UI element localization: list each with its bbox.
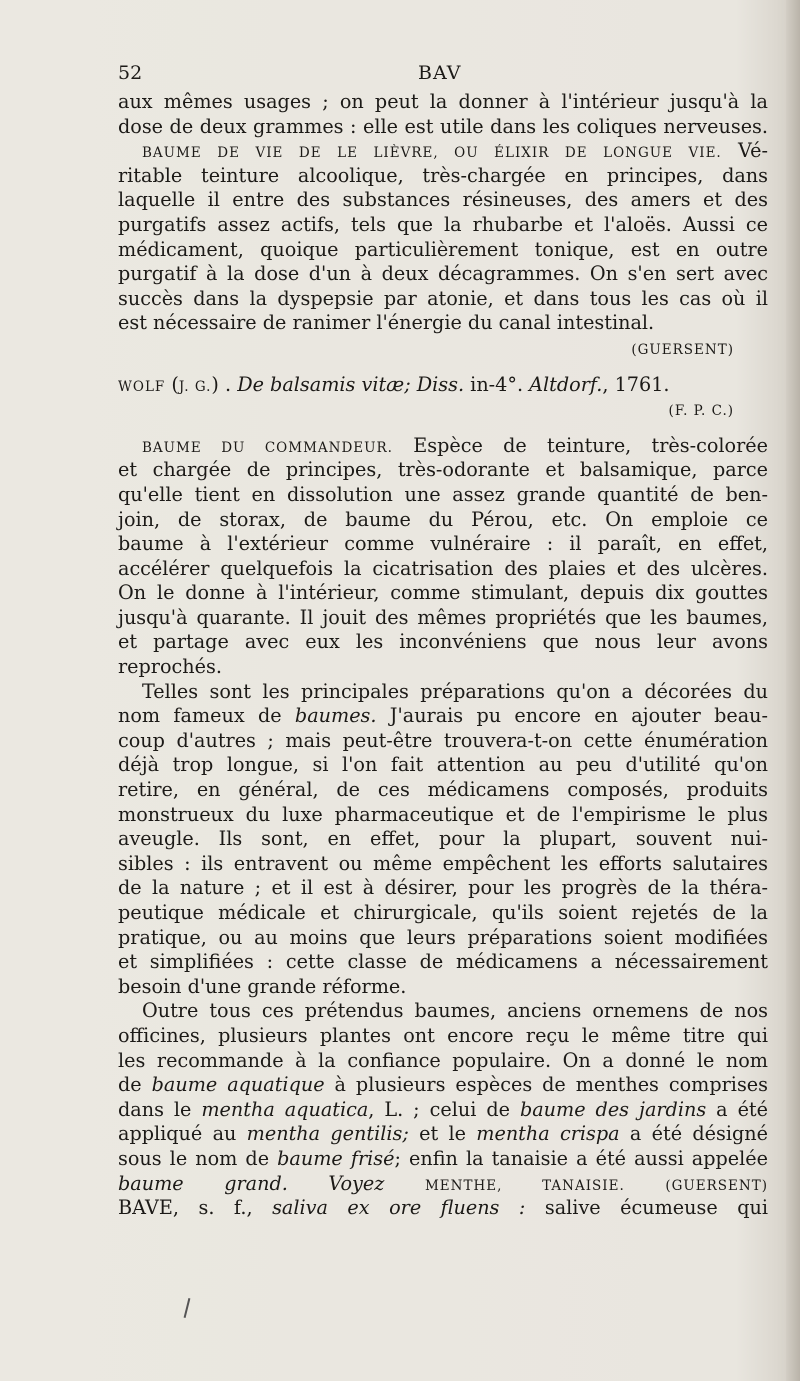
- text-segment: est nécessaire de ranimer l'énergie du canal intestinal.: [118, 311, 655, 335]
- line-gap: [118, 361, 768, 373]
- text-segment: jusqu'à quarante. Il jouit des mêmes propriétés que les baumes,: [118, 605, 768, 629]
- text-segment: mentha aquatica: [201, 1097, 369, 1121]
- text-line: [118, 729, 768, 754]
- text-line: [118, 1147, 768, 1172]
- text-line: [118, 680, 768, 705]
- text-segment: join, de storax, de baume du Pérou, etc. On emploie ce: [118, 507, 768, 531]
- text-line: [118, 778, 768, 803]
- text-segment: pratique, ou au moins que leurs préparations soient modifiées: [118, 925, 768, 949]
- text-line: [118, 1196, 768, 1221]
- text-segment: les recommande à la confiance populaire. On a donné le nom: [118, 1048, 768, 1072]
- text-segment: et simplifiées : cette classe de médicamens a nécessairement: [118, 950, 768, 974]
- text-line: [118, 704, 768, 729]
- text-segment: peutique médicale et chirurgicale, qu'ils soient rejetés de la: [118, 901, 768, 924]
- text-segment: a été: [706, 1097, 768, 1121]
- text-segment: qu'elle tient en dissolution une assez grande quantité de ben-: [118, 482, 768, 506]
- text-segment: officines, plusieurs plantes ont encore reçu le même titre qui: [118, 1023, 768, 1047]
- text-segment: WOLF: [118, 378, 166, 395]
- text-segment: ritable teinture alcoolique, très-chargée en principes, dans: [118, 163, 768, 187]
- text-segment: ) .: [211, 372, 238, 396]
- text-line: [118, 975, 768, 1000]
- text-segment: ; enfin la tanaisie a été aussi appelée: [394, 1146, 769, 1170]
- text-line: [118, 373, 768, 398]
- text-segment: Outre tous ces prétendus baumes, anciens ornemens de nos: [142, 999, 768, 1023]
- page-number: 52: [118, 62, 143, 84]
- text-segment: baumes.: [294, 704, 377, 728]
- text-line: [118, 803, 768, 828]
- text-segment: de: [118, 1073, 152, 1097]
- text-line: [118, 950, 768, 975]
- text-line: [118, 1122, 768, 1147]
- text-segment: Espèce de teinture, très-colorée: [392, 433, 768, 457]
- text-segment: aveugle. Ils sont, en effet, pour la plupart, souvent nui-: [118, 827, 768, 851]
- text-segment: et le: [408, 1122, 477, 1146]
- text-segment: dose de deux grammes : elle est utile dans les coliques nerveuses.: [118, 114, 768, 138]
- body-text: [118, 90, 768, 1221]
- text-segment: in-4°.: [464, 372, 530, 396]
- text-line: [118, 397, 768, 422]
- text-line: [118, 753, 768, 778]
- text-segment: J'aurais pu encore en ajouter beau-: [376, 704, 768, 728]
- text-segment: déjà trop longue, si l'on fait attention au peu d'utilité qu'on: [118, 753, 768, 777]
- text-line: [118, 1172, 768, 1197]
- text-line: [118, 287, 768, 312]
- text-segment: succès dans la dyspepsie par atonie, et dans tous les cas où il: [118, 286, 768, 310]
- text-segment: médicament, quoique particulièrement tonique, est en outre: [118, 237, 768, 261]
- text-segment: coup d'autres ; mais peut-être trouvera-t-on cette énumération: [118, 728, 768, 752]
- text-segment: besoin d'une grande réforme.: [118, 974, 407, 998]
- text-line: [118, 458, 768, 483]
- text-line: [118, 188, 768, 213]
- text-line: [118, 1073, 768, 1098]
- text-segment: baume à l'extérieur comme vulnéraire : il paraît, en effet,: [118, 532, 768, 556]
- text-segment: , L. ; celui de: [368, 1097, 520, 1121]
- text-segment: mentha gentilis;: [246, 1122, 409, 1146]
- text-line: [118, 827, 768, 852]
- page-header: [118, 62, 768, 88]
- text-segment: Altdorf.: [529, 372, 603, 396]
- text-segment: nom fameux de: [118, 704, 295, 728]
- text-segment: baume frisé: [277, 1146, 395, 1170]
- text-segment: J. G.: [178, 378, 212, 395]
- text-segment: Vé-: [721, 139, 768, 163]
- text-line: [118, 483, 768, 508]
- text-segment: (GUERSENT): [631, 341, 734, 358]
- text-line: [118, 1098, 768, 1123]
- text-line: [118, 508, 768, 533]
- text-segment: Telles sont les principales préparations qu'on a décorées du: [142, 679, 768, 703]
- text-line: [118, 532, 768, 557]
- running-head: BAV: [418, 62, 462, 84]
- text-line: [118, 926, 768, 951]
- text-segment: De balsamis vitæ; Diss.: [237, 372, 465, 396]
- text-segment: appliqué au: [118, 1122, 247, 1146]
- text-segment: dans le: [118, 1097, 202, 1121]
- text-segment: [625, 1172, 666, 1195]
- text-segment: salive écumeuse qui: [525, 1196, 768, 1220]
- text-line: [118, 606, 768, 631]
- text-segment: saliva ex ore fluens :: [272, 1196, 526, 1220]
- text-line: [118, 655, 768, 680]
- text-segment: [384, 1172, 425, 1195]
- text-segment: sibles : ils entravent ou même empêchent les efforts salutaires: [118, 851, 768, 875]
- text-line: [118, 557, 768, 582]
- text-segment: BAVE, s. f.,: [118, 1196, 273, 1220]
- text-line: [118, 213, 768, 238]
- text-line: [118, 311, 768, 336]
- text-line: [118, 139, 768, 164]
- text-segment: purgatifs assez actifs, tels que la rhubarbe et l'aloës. Aussi ce: [118, 212, 768, 236]
- text-line: [118, 1024, 768, 1049]
- text-segment: BAUME DE VIE DE LE LIÈVRE, OU ÉLIXIR DE LONGUE VIE.: [142, 145, 722, 162]
- text-segment: a été désigné: [619, 1122, 768, 1146]
- text-segment: purgatif à la dose d'un à deux décagrammes. On s'en sert avec: [118, 262, 768, 286]
- page-gutter-shadow: [786, 0, 800, 1381]
- text-segment: laquelle il entre des substances résineuses, des amers et des: [118, 188, 768, 212]
- text-line: [118, 336, 768, 361]
- text-segment: et chargée de principes, très-odorante et balsamique, parce: [118, 458, 768, 482]
- text-segment: (: [165, 372, 179, 396]
- text-segment: mentha crispa: [476, 1122, 620, 1146]
- text-segment: et partage avec eux les inconvéniens que nous leur avons: [118, 630, 768, 654]
- text-line: [118, 630, 768, 655]
- text-segment: reprochés.: [118, 655, 222, 679]
- text-line: [118, 876, 768, 901]
- text-line: [118, 115, 768, 140]
- text-segment: à plusieurs espèces de menthes comprises: [324, 1073, 768, 1097]
- text-line: [118, 238, 768, 263]
- text-segment: baume aquatique: [151, 1073, 325, 1097]
- text-segment: retire, en général, de ces médicamens composés, produits: [118, 778, 768, 802]
- text-line: [118, 434, 768, 459]
- text-segment: accélérer quelquefois la cicatrisation des plaies et des ulcères.: [118, 556, 768, 580]
- text-line: [118, 1049, 768, 1074]
- text-line: [118, 262, 768, 287]
- text-segment: BAUME DU COMMANDEUR.: [142, 439, 393, 456]
- text-segment: monstrueux du luxe pharmaceutique et de l'empirisme le plus: [118, 802, 768, 826]
- pencil-mark: [184, 1298, 191, 1318]
- text-segment: baume grand. Voyez: [118, 1171, 385, 1195]
- text-segment: On le donne à l'intérieur, comme stimulant, depuis dix gouttes: [118, 581, 768, 605]
- text-line: [118, 581, 768, 606]
- text-line: [118, 901, 768, 926]
- text-line: [118, 999, 768, 1024]
- text-segment: sous le nom de: [118, 1146, 278, 1170]
- text-line: [118, 852, 768, 877]
- text-segment: MENTHE, TANAISIE.: [424, 1177, 625, 1194]
- text-segment: baume des jardins: [519, 1097, 707, 1121]
- text-line: [118, 164, 768, 189]
- text-segment: de la nature ; et il est à désirer, pour les progrès de la théra-: [118, 876, 768, 900]
- text-line: [118, 90, 768, 115]
- text-segment: , 1761.: [602, 372, 670, 396]
- text-segment: aux mêmes usages ; on peut la donner à l'intérieur jusqu'à la: [118, 90, 768, 113]
- text-segment: (F. P. C.): [668, 403, 734, 420]
- text-segment: (GUERSENT): [665, 1177, 768, 1194]
- line-gap: [118, 422, 768, 434]
